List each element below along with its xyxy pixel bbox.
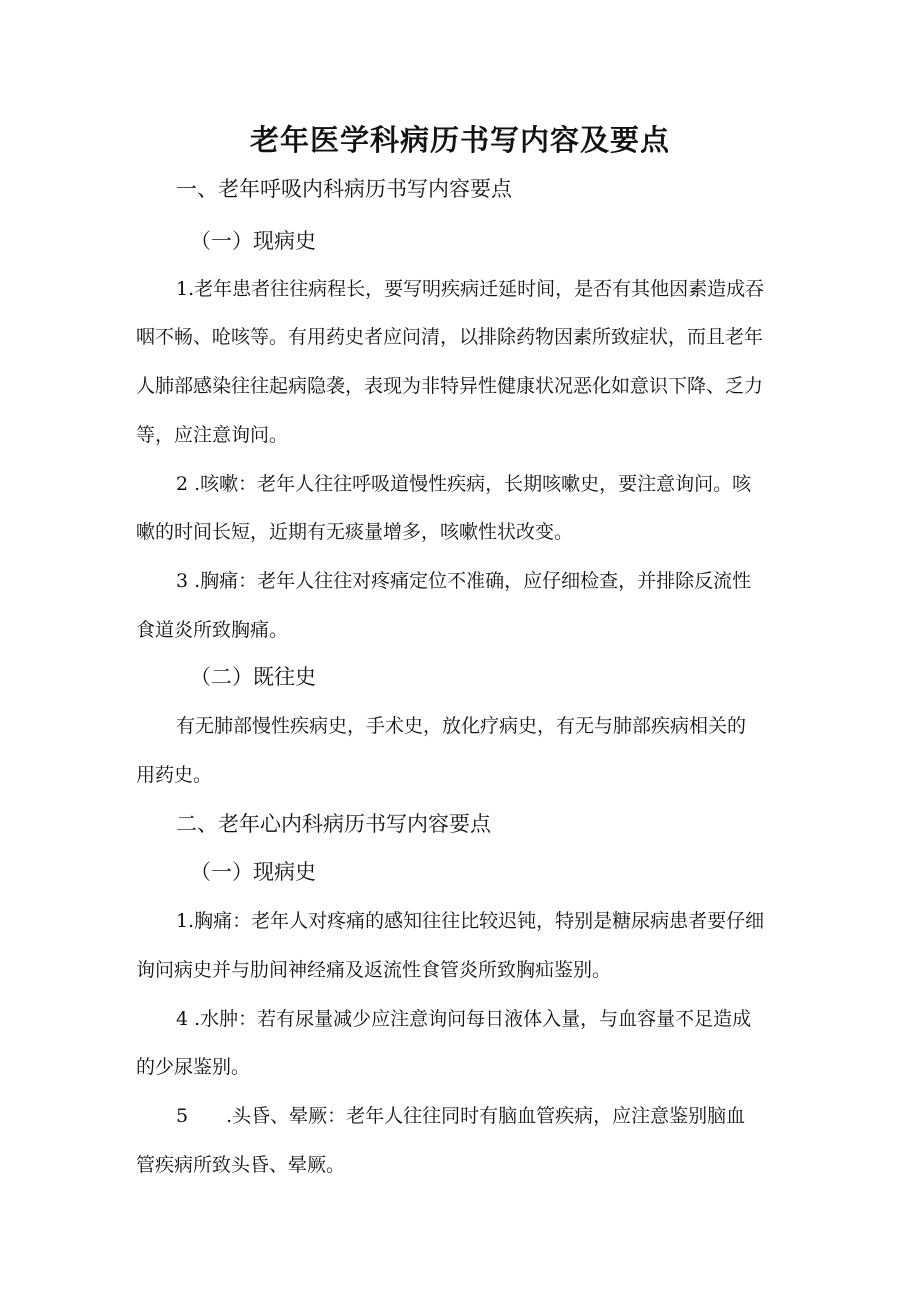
paragraph-line: 询问病史并与肋间神经痛及返流性食管炎所致胸疝鉴别。 <box>136 959 612 981</box>
paragraph-line: 人肺部感染往往起病隐袭，表现为非特异性健康状况恶化如意识下降、乏力 <box>136 375 764 397</box>
paragraph-line: 1.老年患者往往病程长，要写明疾病迁延时间，是否有其他因素造成吞 <box>176 278 765 300</box>
subheading-present-illness-2: （一）现病史 <box>190 860 316 884</box>
section-heading-respiratory: 一、老年呼吸内科病历书写内容要点 <box>176 177 512 201</box>
section-heading-cardiology: 二、老年心内科病历书写内容要点 <box>176 812 491 836</box>
paragraph-line: 管疾病所致头昏、晕厥。 <box>136 1154 346 1176</box>
paragraph-line: 5 .头昏、晕厥：老年人往往同时有脑血管疾病，应注意鉴别脑血 <box>176 1105 746 1127</box>
paragraph-line: 1.胸痛：老年人对疼痛的感知往往比较迟钝，特别是糖尿病患者要仔细 <box>176 910 765 932</box>
paragraph-line: 等，应注意询问。 <box>136 424 289 446</box>
subheading-past-history: （二）既往史 <box>190 665 316 689</box>
paragraph-line: 4 .水肿：若有尿量减少应注意询问每日液体入量，与血容量不足造成 <box>176 1008 752 1030</box>
paragraph-line: 嗽的时间长短，近期有无痰量增多，咳嗽性状改变。 <box>136 521 574 543</box>
paragraph-line: 3 .胸痛：老年人往往对疼痛定位不准确，应仔细检查，并排除反流性 <box>176 570 752 592</box>
paragraph-line: 2 .咳嗽：老年人往往呼吸道慢性疾病，长期咳嗽史，要注意询问。咳 <box>176 473 752 495</box>
paragraph-line: 咽不畅、呛咳等。有用药史者应问清，以排除药物因素所致症状，而且老年 <box>136 326 764 348</box>
paragraph-line: 的少尿鉴别。 <box>136 1056 251 1078</box>
paragraph-line: 有无肺部慢性疾病史，手术史，放化疗病史，有无与肺部疾病相关的 <box>176 715 747 737</box>
paragraph-line: 用药史。 <box>136 764 213 786</box>
subheading-present-illness: （一）现病史 <box>190 229 316 253</box>
document-title: 老年医学科病历书写内容及要点 <box>249 123 670 157</box>
paragraph-line: 食道炎所致胸痛。 <box>136 619 289 641</box>
